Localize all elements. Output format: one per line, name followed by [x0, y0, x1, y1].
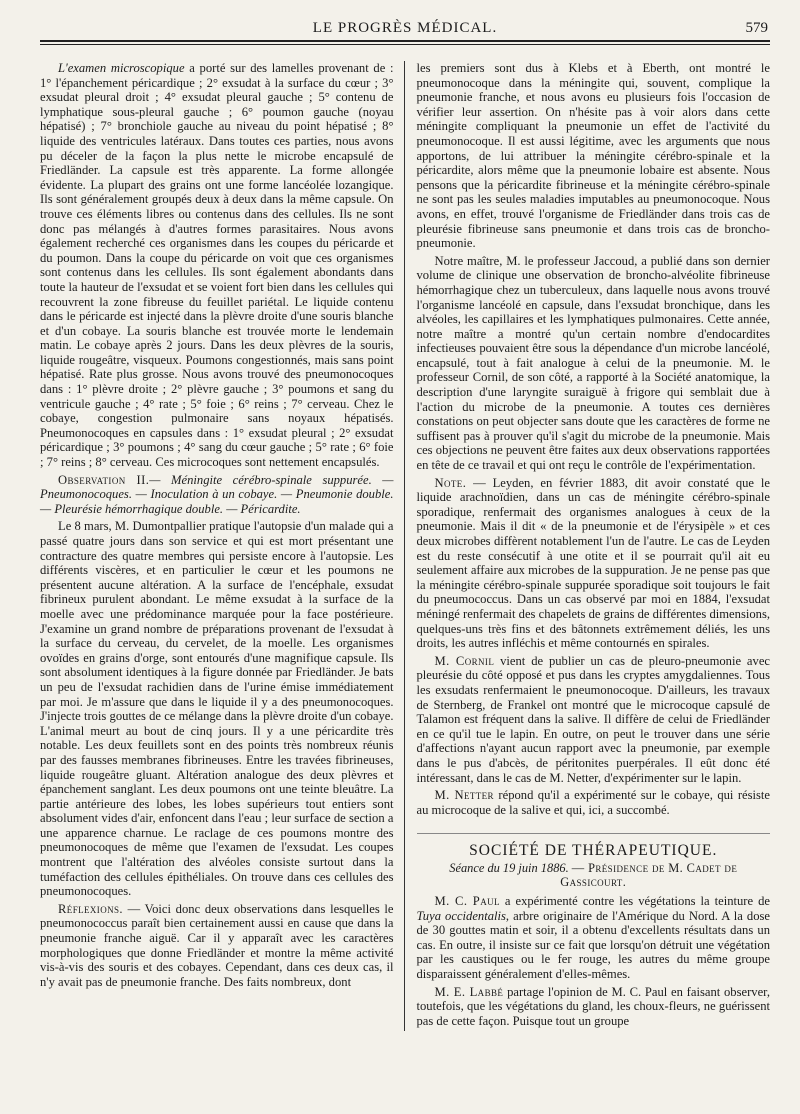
- header-rule: [40, 44, 770, 45]
- right-column: [405, 61, 771, 1031]
- section-subtitle: [417, 861, 771, 890]
- paragraph-text: a porté sur des lamelles provenant de : 1° l'épanchement péricardique ; 2° exsudat à la surface du cœur ; 3° exsudat pleural droit ; 4° exsudat pleural gauche ; 5° contenu de lymphatique sous-pleural gauche ; 6° poumon gauche (noyau hépatisé) ; 7° bronchiole gauche au niveau du point hépatisé ; 8° liquide des ventricules latéraux. Dans toutes ces parties, nous avons pu déceler de la façon la plus nette le microbe encapsulé de Friedländer. La capsule est très apparente. La forme allongée évidente. La plupart des grains ont une forme lancéolée lozangique. Ils sont généralement groupés deux à deux dans la même capsule. On trouve ces éléments libres ou contenus dans des cellules. Ils ne sont donc pas mélangés à d'autres formes parasitaires. Nous avons également recherché ces organismes dans les coupes du péricarde et du poumon. Dans la coupe du péricarde on voit que ces organismes sont contenus dans les cellules. Ils sont également abondants dans toute la hauteur de l'exsudat et se voient fort bien dans les cellules qui recouvrent la zone fibreuse du feuillet pariétal. Le liquide contenu dans le péricarde est injecté dans la plèvre droite d'une souris blanche et d'un cobaye. La souris blanche est trouvée morte le lendemain matin. Le cobaye après 2 jours. Dans les deux plèvres de la souris, liquide rougeâtre, visqueux. Poumons congestionnés, mais sans point hépatisé. Rate plus grosse. Nous avons trouvé des pneumonocoques dans : 1° plèvre droite ; 2° plèvre gauche ; 3° poumons et sang du ventricule gauche ; 4° rate ; 5° foie ; 6° reins ; 7° cerveau. Chez le cobaye, congestion pulmonaire sans noyaux hépatisés. Pneumonocoques en capsules dans : 1° exsudat pleural ; 2° exsudat péricardique ; 3° poumons ; 4° sang du cœur gauche ; 5° rate ; 6° foie ; 7° reins ; 8° cerveau. Ces microcoques sont nettement encapsulés.: [40, 61, 394, 470]
- paul-label: M. C. Paul: [434, 894, 500, 909]
- paragraph-cornil: [417, 654, 771, 785]
- paragraph-jaccoud: Notre maître, M. le professeur Jaccoud, a publié dans son dernier volume de clinique une observation de broncho-alvéolite fibrineuse hémorrhagique chez un tuberculeux, dans laquelle nous avons trouvé l'organisme lancéolé en capsule, dans l'exsudat bronchique, dans les alvéoles, les capillaires et les lymphatiques pulmonaires. Cette année, notre maître a montré qu'un certain nombre d'endocardites infectieuses pouvaient être sous la dépendance d'un microbe lancéolé, encapsulé, tout à fait analogue à celui de la pneumonie. M. le professeur Cornil, de son côté, a rapporté à la Société anatomique, la description d'une laryngite suraiguë à frigore qui semblait due à l'action du microbe de la pneumonie. A toutes ces dernières constations on peut objecter sans doute que les caractères de forme ne suffisent pas à prouver qu'il s'agit du microbe de la pneumonie. Mais ces objections ne peuvent être faites aux deux observations rapportées en tête de ce travail et qui ont reçu le contrôle de l'expérimentation.: [416, 253, 770, 473]
- presidency: — Présidence de M. Cadet de Gassicourt.: [560, 860, 738, 890]
- species-name: Tuya occidentalis: [416, 908, 506, 923]
- paragraph-text: — Voici donc deux observations dans lesquelles le pneumonococcus paraît bien certainement aussi en cause que dans la pneumonie franche aiguë. Car il y apparaît avec les caractères morphologiques que donne Friedländer et montre la même activité vis-à-vis des souris et des cobayes. Cependant, dans ces deux cas, il n'y avait pas de pneumonie franche. Des faits nombreux, dont: [40, 901, 394, 989]
- observation-heading: [40, 473, 394, 517]
- paragraph-labbe: [417, 985, 771, 1029]
- paragraph-microscopic-exam: [40, 61, 394, 470]
- cornil-label: M. Cornil: [434, 653, 495, 668]
- labbe-label: M. E. Labbé: [434, 984, 504, 999]
- netter-label: M. Netter: [434, 788, 494, 803]
- note-label: Note.: [434, 475, 467, 490]
- reflexions-label: Réflexions.: [58, 901, 123, 916]
- paragraph-paul: [417, 894, 771, 982]
- observation-title: — Méningite cérébro-spinale suppurée. — Pneumonocoques. — Inoculation à un cobaye. — Pneumonie double. — Pleurésie hémorrhagique double. — Péricardite.: [40, 472, 394, 516]
- italic-lead: L'examen microscopique: [58, 61, 185, 75]
- paragraph-note: [417, 476, 771, 651]
- paragraph-text: — Leyden, en février 1883, dit avoir constaté que le liquide arachnoïdien, dans un cas de méningite cérébro-spinale sporadique, renfermait des organismes analogues à ceux de la pneumonie. Mais il dit « de la pneumonie et de l'érysipèle » et ces deux microbes diffèrent notablement l'un de l'autre. Le cas de Leyden est du reste consécutif à une otite et il se pourrait qu'il ait eu seulement affaire aux microbes de la suppuration. Je ne pense pas que la méningite cérébro-spinale suppurée sporadique soit toujours le fait du pneumococcus. Dans un cas observé par moi en 1884, l'exsudat méningé renfermait des chapelets de grains de différentes dimensions, quelques-uns très fins et des bâtonnets extrêmement déliés, les uns droits, les autres infléchis et même contournés en spirales.: [416, 475, 770, 651]
- paragraph-text: vient de publier un cas de pleuro-pneumonie avec pleurésie du côté opposé et pus dans les cryptes amygdaliennes. Tous les exsudats renfermaient le pneumonocoque. D'ailleurs, les travaux de Sternberg, de Frankel ont montré que le microcoque capsulé de Talamon est fréquent dans la salive. Il diffère de celui de Friedländer en ce qu'il tue le lapin. En outre, on peut le trouver dans une série d'affections n'ayant aucun rapport avec la pneumonie, par exemple dans le pus d'abcès, de péritonites puerpérales. Il eût donc été intéressant, dans le cas de M. Netter, d'expérimenter sur le lapin.: [416, 653, 770, 785]
- journal-title: LE PROGRÈS MÉDICAL.: [312, 20, 498, 36]
- paragraph-netter: [417, 788, 771, 817]
- paragraph-text: , arbre originaire de l'Amérique du Nord. A la dose de 30 gouttes matin et soir, il a obtenu d'excellents résultats dans un cas. En outre, il insiste sur ce fait que lorsqu'on détruit une végétation par les caustiques ou le fer rouge, les autres du même groupe disparaissent généralement d'elles-mêmes.: [416, 908, 770, 982]
- paragraph-reflexions: [40, 902, 394, 990]
- two-column-body: [40, 61, 770, 1031]
- session-date: Séance du 19 juin 1886.: [449, 860, 569, 875]
- paragraph-observation-2: Le 8 mars, M. Dumontpallier pratique l'autopsie d'un malade qui a passé quatre jours dans son service et qui est mort présentant une contracture des quatre membres qui persiste encore à l'autopsie. Les différents viscères, et en particulier le cœur et les poumons ne présentent aucune altération. A la surface de l'encéphale, exsudat fibrineux purulent abondant. Le même exsudat à la surface de la moelle avec une prédominance marquée pour la face postérieure. J'examine un grand nombre de préparations provenant de l'exsudat à la surface du cerveau, du cervelet, de la moelle. Les organismes ovoïdes en grains d'orge, sont entourés d'une magnifique capsule. Ils sont absolument identiques à la figure donnée par Friedländer. Je bats un peu de l'exsudat rachidien dans de l'urine émise immédiatement par moi. Je m'assure que dans le liquide il y a des pneumonocoques. J'injecte trois gouttes de ce mélange dans la plèvre droite d'un cobaye. L'animal meurt au bout de cinq jours. Il y a une péricardite très notable. Les deux feuillets sont en des points très nombreux réunis par des fausses membranes fibrineuses. Entre les travées fibrineuses, liquide rougeâtre gluant. Altération analogue des deux plèvres et épanchement sanglant. Les deux poumons ont une teinte bleuâtre. La partie antérieure des lobes, les lobes supérieurs tout entiers sont absolument vides d'air, enfoncent dans l'eau ; leur surface de section a une apparence charnue. Le raclage de ces poumons montre des pneumonocoques de même que l'examen de l'exsudat. Les coupes montrent que l'altération des alvéoles consiste surtout dans la tuméfaction des cellules épithéliales. On trouve dans ces cellules des pneumonocoques.: [40, 519, 394, 899]
- section-title: SOCIÉTÉ DE THÉRAPEUTIQUE.: [417, 833, 771, 859]
- running-header: [40, 18, 770, 42]
- paragraph-continuation: les premiers sont dus à Klebs et à Eberth, ont montré le pneumonocoque dans la méningite qui, souvent, complique la pneumonie franche, et nous avons eu plusieurs fois l'occasion de vérifier leur assertion. On n'hésite pas à voir alors dans cette méningite compliquant la pneumonie un effet de l'activité du pneumonocoque. Il est aussi légitime, avec les arguments que nous apportons, de lui attribuer la méningite cérébro-spinale et la péricardite, alors même que la pneumonie lobaire est absente. Nous pensons que la péricardite fibrineuse et la méningite cérébro-spinale ne sont pas les seules maladies imputables au pneumonocoque. Nous avons, en effet, trouvé l'organisme de Friedländer dans trois cas de pleurésie fibrineuse sans pneumonie et dans trois cas de broncho-pneumonie.: [416, 61, 770, 251]
- paragraph-text: répond qu'il a expérimenté sur le cobaye, qui résiste au microcoque de la salive et qui, ici, a succombé.: [416, 788, 771, 817]
- page-number: 579: [745, 20, 768, 36]
- observation-label: Observation II.: [58, 472, 150, 487]
- left-column: [40, 61, 405, 1031]
- paragraph-text: partage l'opinion de M. C. Paul en faisant observer, toutefois, que les végétations du gland, les choux-fleurs, ne guérissent pas de cette façon. Puisque tout un groupe: [416, 984, 771, 1028]
- paragraph-text: a expérimenté contre les végétations la teinture de: [504, 894, 770, 909]
